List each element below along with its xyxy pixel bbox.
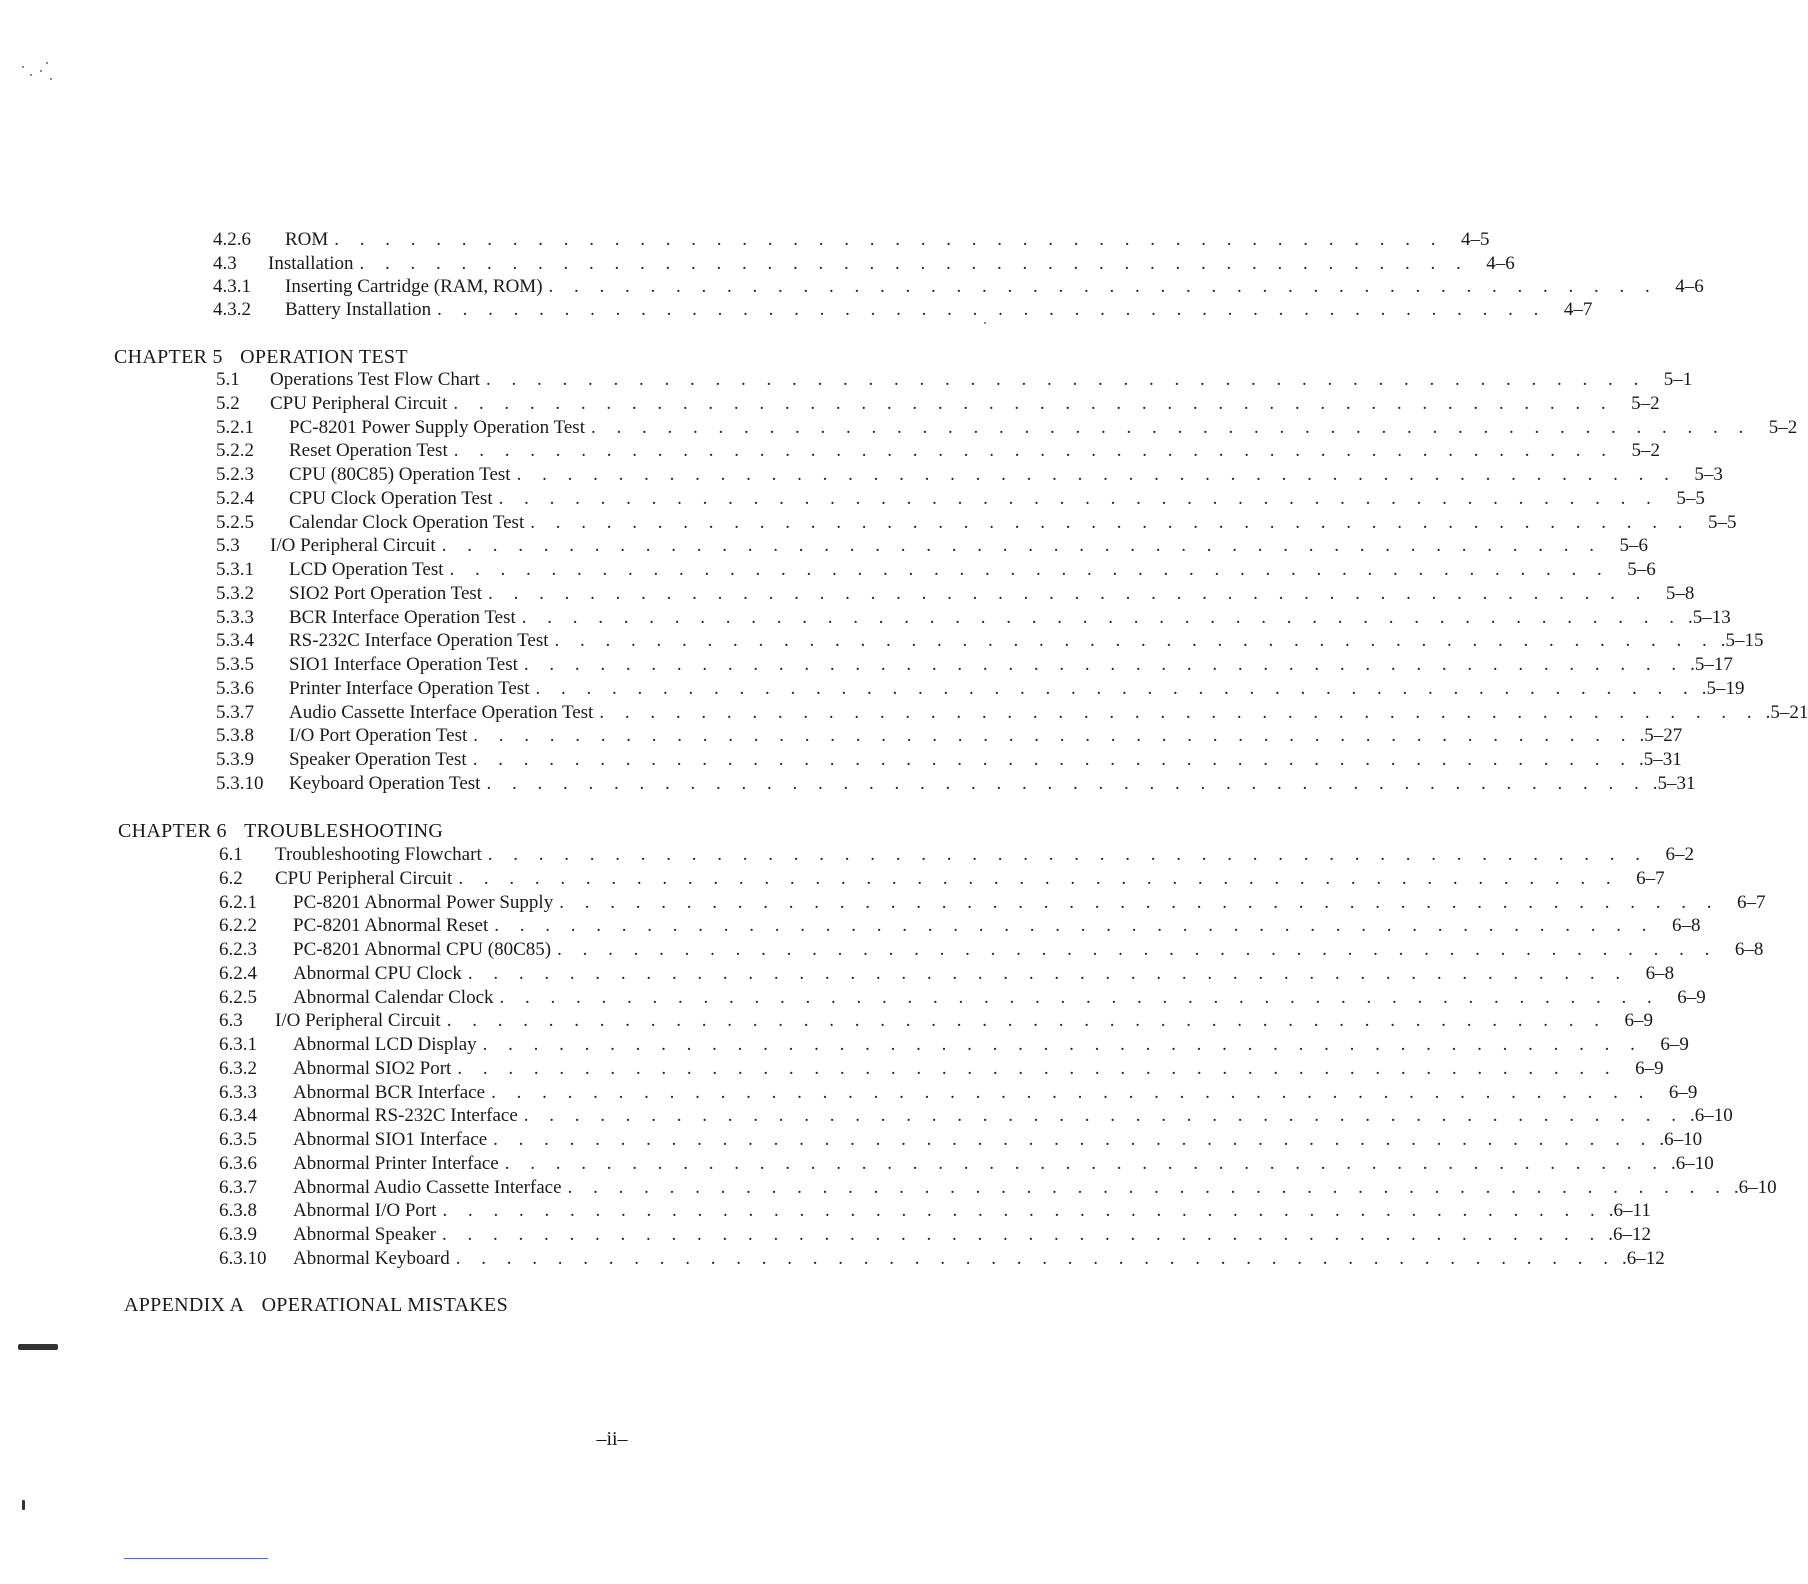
scan-smudge — [22, 1500, 25, 1510]
entry-number: 4.2.6 — [213, 229, 251, 250]
entry-number: 6.2.1 — [219, 891, 257, 913]
entry-title: I/O Peripheral Circuit — [275, 1010, 441, 1032]
entry-page: 5–1 — [1663, 369, 1693, 390]
entry-title: Battery Installation — [285, 299, 432, 320]
scan-speck — [46, 62, 48, 64]
toc-entry[interactable] — [213, 228, 1490, 252]
entry-page: 4–5 — [1461, 229, 1490, 250]
entry-number: 6.2.4 — [219, 962, 257, 984]
entry-number: 6.3.10 — [219, 1247, 267, 1269]
entry-number: 5.3.1 — [216, 559, 254, 580]
dot-leader: . . . . . . . . . . . . . . . . . . . . . . . . . . . . . . . . . . . . . . . . . . . . . . — [523, 654, 1685, 675]
dot-leader: . . . . . . . . . . . . . . . . . . . . . . . . . . . . . . . . . . . . . . . . . . . . . . — [498, 487, 1659, 509]
entry-page: .5–31 — [1652, 772, 1696, 794]
entry-page: 6–9 — [1677, 986, 1706, 1008]
dot-leader: . . . . . . . . . . . . . . . . . . . . . . . . . . . . . . . . . . . . . . . . . . . . . . — [482, 1034, 1643, 1055]
toc-entry[interactable] — [216, 439, 1660, 463]
dot-leader: . . . . . . . . . . . . . . . . . . . . . . . . . . . . . . . . . . . . . . . . . . . . . . — [567, 1176, 1728, 1198]
chapter-label: CHAPTER 6 — [118, 820, 227, 842]
entry-number: 5.2.5 — [216, 511, 254, 533]
dot-leader: . . . . . . . . . . . . . . . . . . . . . . . . . . . . . . . . . . . . . . . . . . . . . . — [441, 1224, 1603, 1245]
entry-title: Abnormal Printer Interface — [293, 1152, 499, 1174]
entry-title: Abnormal BCR Interface — [293, 1081, 486, 1103]
dot-leader: . . . . . . . . . . . . . . . . . . . . . . . . . . . . . . . . . . . . . . . . . . . . . . — [442, 1200, 1603, 1222]
appendix-title: OPERATIONAL MISTAKES — [261, 1294, 509, 1316]
entry-number: 5.3.4 — [216, 630, 254, 652]
entry-title: ROM — [285, 229, 329, 250]
entry-title: Abnormal CPU Clock — [293, 962, 462, 984]
entry-title: CPU Peripheral Circuit — [270, 392, 448, 414]
entry-page: .6–10 — [1733, 1176, 1777, 1198]
dot-leader: . . . . . . . . . . . . . . . . . . . . . . . . . . . . . . . . . . . . . . . . . . . . . . — [504, 1152, 1665, 1174]
footnote-rule — [124, 1558, 268, 1559]
entry-title: Installation — [268, 253, 354, 274]
toc-entry[interactable] — [219, 1199, 1651, 1223]
chapter-label: CHAPTER 5 — [114, 346, 223, 368]
entry-title: SIO1 Interface Operation Test — [289, 654, 518, 675]
toc-entry[interactable] — [219, 1081, 1698, 1105]
entry-title: Audio Cassette Interface Operation Test — [289, 701, 594, 723]
dot-leader: . . . . . . . . . . . . . . . . . . . . . . . . . . . . . . . . . . . . . . . . . . . . . . — [521, 606, 1683, 628]
entry-page: 4–7 — [1563, 299, 1593, 320]
toc-entry[interactable] — [219, 1223, 1651, 1247]
entry-number: 5.3.7 — [216, 701, 254, 723]
toc-entry[interactable] — [216, 511, 1737, 535]
dot-leader: . . . . . . . . . . . . . . . . . . . . . . . . . . . . . . . . . . . . . . . . . . . . . . — [453, 440, 1614, 462]
scan-speck — [50, 78, 52, 80]
entry-title: Printer Interface Operation Test — [289, 677, 530, 699]
entry-title: Calendar Clock Operation Test — [289, 511, 525, 533]
toc-entry[interactable] — [219, 867, 1665, 891]
entry-page: 6–7 — [1736, 891, 1766, 913]
entry-title: Abnormal SIO1 Interface — [293, 1129, 488, 1150]
toc-entry[interactable] — [219, 1176, 1777, 1200]
entry-page: 4–6 — [1486, 253, 1515, 274]
entry-number: 6.3.8 — [219, 1200, 257, 1222]
toc-entry[interactable] — [219, 938, 1764, 962]
toc-entry[interactable] — [216, 677, 1745, 701]
entry-page: 5–5 — [1707, 511, 1737, 533]
toc-entry[interactable] — [216, 724, 1683, 748]
dot-leader: . . . . . . . . . . . . . . . . . . . . . . . . . . . . . . . . . . . . . . . . . . . . . . — [590, 416, 1752, 438]
entry-title: I/O Port Operation Test — [289, 725, 468, 747]
entry-page: 6–9 — [1660, 1034, 1689, 1055]
dot-leader: . . . . . . . . . . . . . . . . . . . . . . . . . . . . . . . . . . . . . . . . . . . . . . — [455, 1247, 1616, 1269]
dot-leader: . . . . . . . . . . . . . . . . . . . . . . . . . . . . . . . . . . . . . . . . . . . . — [548, 276, 1658, 297]
entry-page: .5–15 — [1720, 630, 1764, 652]
entry-number: 5.3.9 — [216, 749, 254, 770]
toc-entry[interactable] — [219, 1104, 1733, 1128]
scan-speck — [22, 66, 24, 68]
chapter-title: TROUBLESHOOTING — [244, 820, 444, 842]
entry-number: 6.2 — [219, 867, 243, 889]
entry-number: 5.3.10 — [216, 772, 264, 794]
dot-leader: . . . . . . . . . . . . . . . . . . . . . . . . . . . . . . . . . . . . . . . . . . . . . . — [516, 464, 1677, 485]
entry-title: BCR Interface Operation Test — [289, 606, 516, 628]
entry-title: Abnormal Keyboard — [293, 1247, 450, 1269]
entry-number: 6.3.6 — [219, 1152, 257, 1174]
toc-entry[interactable] — [213, 252, 1515, 276]
appendix-heading[interactable] — [124, 1293, 508, 1317]
toc-entry[interactable] — [213, 298, 1593, 322]
dot-leader: . . . . . . . . . . . . . . . . . . . . . . . . . . . . . . . . . . . . . . . . . . . . — [437, 299, 1547, 320]
entry-number: 4.3 — [213, 253, 237, 274]
toc-entry[interactable] — [216, 629, 1764, 653]
entry-number: 6.2.5 — [219, 986, 257, 1008]
dot-leader: . . . . . . . . . . . . . . . . . . . . . . . . . . . . . . . . . . . . . . . . . . . . . . — [494, 915, 1655, 937]
dot-leader: . . . . . . . . . . . . . . . . . . . . . . . . . . . . . . . . . . . . . . . . . . . . . . — [499, 986, 1660, 1008]
entry-title: Abnormal Calendar Clock — [293, 986, 494, 1008]
toc-entry[interactable] — [216, 582, 1695, 606]
entry-page: .6–10 — [1690, 1105, 1733, 1127]
entry-number: 6.3 — [219, 1010, 243, 1032]
entry-title: Operations Test Flow Chart — [270, 369, 480, 390]
entry-page: 5–2 — [1631, 392, 1660, 414]
dot-leader: . . . . . . . . . . . . . . . . . . . . . . . . . . . . . . . . . . . . . . . . . . . . . . — [488, 582, 1649, 604]
entry-title: PC-8201 Abnormal CPU (80C85) — [293, 939, 552, 960]
dot-leader: . . . . . . . . . . . . . . . . . . . . . . . . . . . . . . . . . . . . . . . . . . . . . . — [535, 677, 1696, 699]
entry-number: 5.2.2 — [216, 440, 254, 462]
toc-entry[interactable] — [216, 653, 1733, 677]
dot-leader: . . . . . . . . . . . . . . . . . . . . . . . . . . . . . . . . . . . . . . . . . . . . . . — [493, 1129, 1654, 1150]
entry-number: 6.3.1 — [219, 1034, 257, 1055]
entry-title: Abnormal SIO2 Port — [293, 1057, 452, 1079]
toc-entry[interactable] — [216, 748, 1682, 772]
toc-entry[interactable] — [219, 843, 1694, 867]
entry-title: Speaker Operation Test — [289, 749, 467, 770]
toc-entry[interactable] — [216, 392, 1660, 416]
scan-smudge — [18, 1344, 58, 1350]
entry-title: Keyboard Operation Test — [289, 772, 481, 794]
dot-leader: . . . . . . . . . . . . . . . . . . . . . . . . . . . . . . . . . . . . . . . . . . . . . . — [554, 630, 1715, 652]
dot-leader: . . . . . . . . . . . . . . . . . . . . . . . . . . . . . . . . . . . . . . . . . . . . . . — [473, 725, 1634, 747]
entry-number: 4.3.2 — [213, 299, 251, 320]
entry-number: 5.1 — [216, 369, 240, 390]
dot-leader: . . . . . . . . . . . . . . . . . . . . . . . . . . . . . . . . . . . . . . . . . . . . . . — [491, 1081, 1652, 1103]
entry-page: 5–6 — [1627, 559, 1656, 580]
entry-title: Troubleshooting Flowchart — [275, 844, 482, 865]
chapter-title: OPERATION TEST — [240, 346, 408, 368]
toc-entry[interactable] — [216, 416, 1798, 440]
dot-leader: . . . . . . . . . . . . . . . . . . . . . . . . . . . . . . . . . . . . . . . . . . . . . . — [458, 867, 1619, 889]
dot-leader: . . . . . . . . . . . . . . . . . . . . . . . . . . . . . . . . . . . . . . . . . . . . . . — [485, 369, 1647, 390]
entry-number: 5.2 — [216, 392, 240, 414]
entry-number: 5.3.8 — [216, 725, 254, 747]
dot-leader: . . . . . . . . . . . . . . . . . . . . . . . . . . . . . . . . . . . . . . . . . . . . — [359, 253, 1469, 274]
dot-leader: . . . . . . . . . . . . . . . . . . . . . . . . . . . . . . . . . . . . . . . . . . . . . . — [559, 891, 1720, 913]
entry-number: 6.3.3 — [219, 1081, 257, 1103]
chapter-heading[interactable] — [114, 345, 408, 369]
entry-page: 6–8 — [1672, 915, 1701, 937]
entry-page: 5–2 — [1631, 440, 1660, 462]
entry-page: .6–10 — [1671, 1152, 1714, 1174]
entry-page: 5–2 — [1768, 416, 1798, 438]
entry-number: 5.2.4 — [216, 487, 254, 509]
dot-leader: . . . . . . . . . . . . . . . . . . . . . . . . . . . . . . . . . . . . . . . . . . . . . . — [487, 844, 1648, 865]
entry-page: .5–13 — [1688, 606, 1731, 628]
dot-leader: . . . . . . . . . . . . . . . . . . . . . . . . . . . . . . . . . . . . . . . . . . . . . . — [472, 749, 1633, 770]
dot-leader: . . . . . . . . . . . . . . . . . . . . . . . . . . . . . . . . . . . . . . . . . . . . — [334, 229, 1444, 250]
entry-number: 6.3.4 — [219, 1105, 257, 1127]
dot-leader: . . . . . . . . . . . . . . . . . . . . . . . . . . . . . . . . . . . . . . . . . . . . . . — [446, 1010, 1607, 1032]
toc-entry[interactable] — [219, 891, 1766, 915]
entry-number: 6.3.2 — [219, 1057, 257, 1079]
entry-page: .5–17 — [1690, 654, 1733, 675]
scan-speck — [40, 70, 42, 72]
entry-title: CPU Peripheral Circuit — [275, 867, 453, 889]
toc-entry[interactable] — [219, 1128, 1703, 1152]
entry-page: 5–6 — [1619, 535, 1648, 557]
entry-number: 5.3.2 — [216, 582, 254, 604]
toc-entry[interactable] — [216, 487, 1705, 511]
entry-number: 6.3.7 — [219, 1176, 257, 1198]
dot-leader: . . . . . . . . . . . . . . . . . . . . . . . . . . . . . . . . . . . . . . . . . . . . . . — [530, 511, 1691, 533]
entry-title: Abnormal LCD Display — [293, 1034, 477, 1055]
entry-title: CPU Clock Operation Test — [289, 487, 493, 509]
entry-page: .6–10 — [1659, 1129, 1703, 1150]
toc-entry[interactable] — [219, 1247, 1665, 1271]
dot-leader: . . . . . . . . . . . . . . . . . . . . . . . . . . . . . . . . . . . . . . . . . . . . . . — [449, 559, 1610, 580]
toc-entry[interactable] — [216, 558, 1656, 582]
entry-page: .5–21 — [1765, 701, 1808, 723]
entry-title: Inserting Cartridge (RAM, ROM) — [285, 276, 543, 297]
scan-speck — [984, 322, 986, 324]
entry-title: Abnormal RS-232C Interface — [293, 1105, 518, 1127]
dot-leader: . . . . . . . . . . . . . . . . . . . . . . . . . . . . . . . . . . . . . . . . . . . . . . — [457, 1057, 1618, 1079]
entry-title: CPU (80C85) Operation Test — [289, 464, 511, 485]
dot-leader: . . . . . . . . . . . . . . . . . . . . . . . . . . . . . . . . . . . . . . . . . . . . . . — [599, 701, 1760, 723]
entry-title: Abnormal I/O Port — [293, 1200, 437, 1222]
entry-page: 6–9 — [1668, 1081, 1698, 1103]
entry-number: 5.3.3 — [216, 606, 254, 628]
toc-entry[interactable] — [219, 1033, 1689, 1057]
dot-leader: . . . . . . . . . . . . . . . . . . . . . . . . . . . . . . . . . . . . . . . . . . . . . . — [441, 535, 1602, 557]
entry-number: 6.2.3 — [219, 939, 257, 960]
toc-entry[interactable] — [216, 772, 1696, 796]
entry-title: Reset Operation Test — [289, 440, 448, 462]
entry-title: PC-8201 Abnormal Power Supply — [293, 891, 554, 913]
dot-leader: . . . . . . . . . . . . . . . . . . . . . . . . . . . . . . . . . . . . . . . . . . . . . . — [453, 392, 1614, 414]
toc-entry[interactable] — [219, 914, 1701, 938]
entry-title: I/O Peripheral Circuit — [270, 535, 436, 557]
entry-title: Abnormal Audio Cassette Interface — [293, 1176, 562, 1198]
dot-leader: . . . . . . . . . . . . . . . . . . . . . . . . . . . . . . . . . . . . . . . . . . . . . . — [467, 962, 1629, 984]
entry-number: 5.3.6 — [216, 677, 254, 699]
entry-number: 5.2.1 — [216, 416, 254, 438]
chapter-heading[interactable] — [118, 819, 443, 843]
toc-entry[interactable] — [216, 368, 1693, 392]
entry-page: 5–8 — [1665, 582, 1695, 604]
toc-entry[interactable] — [213, 275, 1704, 299]
toc-entry[interactable] — [219, 1152, 1714, 1176]
entry-page: .5–31 — [1638, 749, 1682, 770]
entry-title: PC-8201 Abnormal Reset — [293, 915, 489, 937]
dot-leader: . . . . . . . . . . . . . . . . . . . . . . . . . . . . . . . . . . . . . . . . . . . . . . — [486, 772, 1647, 794]
toc-entry[interactable] — [216, 701, 1808, 725]
entry-page: .5–27 — [1639, 725, 1683, 747]
entry-title: SIO2 Port Operation Test — [289, 582, 483, 604]
entry-number: 6.1 — [219, 844, 243, 865]
toc-entry[interactable] — [216, 606, 1731, 630]
entry-page: .5–19 — [1701, 677, 1745, 699]
toc-entry[interactable] — [219, 1057, 1664, 1081]
entry-number: 5.3 — [216, 535, 240, 557]
entry-page: 4–6 — [1675, 276, 1704, 297]
entry-number: 6.3.5 — [219, 1129, 257, 1150]
entry-page: 6–7 — [1636, 867, 1665, 889]
entry-number: 5.3.5 — [216, 654, 254, 675]
entry-page: 5–5 — [1676, 487, 1705, 509]
toc-entry[interactable] — [216, 463, 1723, 487]
entry-title: Abnormal Speaker — [293, 1224, 436, 1245]
appendix-label: APPENDIX A — [124, 1294, 245, 1316]
entry-page: 6–2 — [1665, 844, 1694, 865]
toc-entry[interactable] — [219, 962, 1675, 986]
entry-page: .6–11 — [1608, 1200, 1651, 1222]
entry-number: 6.2.2 — [219, 915, 257, 937]
entry-title: RS-232C Interface Operation Test — [289, 630, 549, 652]
entry-page: 6–9 — [1635, 1057, 1664, 1079]
toc-entry[interactable] — [219, 1009, 1653, 1033]
entry-title: PC-8201 Power Supply Operation Test — [289, 416, 585, 438]
dot-leader: . . . . . . . . . . . . . . . . . . . . . . . . . . . . . . . . . . . . . . . . . . . . . . — [557, 939, 1718, 960]
entry-page: 6–8 — [1734, 939, 1764, 960]
entry-title: LCD Operation Test — [289, 559, 444, 580]
entry-page: 5–3 — [1694, 464, 1723, 485]
scan-speck — [30, 74, 32, 76]
toc-entry[interactable] — [219, 986, 1706, 1010]
page-number: –ii– — [596, 1428, 628, 1450]
entry-page: .6–12 — [1608, 1224, 1651, 1245]
entry-page: 6–8 — [1645, 962, 1675, 984]
entry-page: .6–12 — [1621, 1247, 1665, 1269]
entry-number: 6.3.9 — [219, 1224, 257, 1245]
toc-entry[interactable] — [216, 534, 1648, 558]
entry-number: 4.3.1 — [213, 276, 251, 297]
entry-number: 5.2.3 — [216, 464, 254, 485]
dot-leader: . . . . . . . . . . . . . . . . . . . . . . . . . . . . . . . . . . . . . . . . . . . . . . — [523, 1105, 1685, 1127]
entry-page: 6–9 — [1624, 1010, 1653, 1032]
